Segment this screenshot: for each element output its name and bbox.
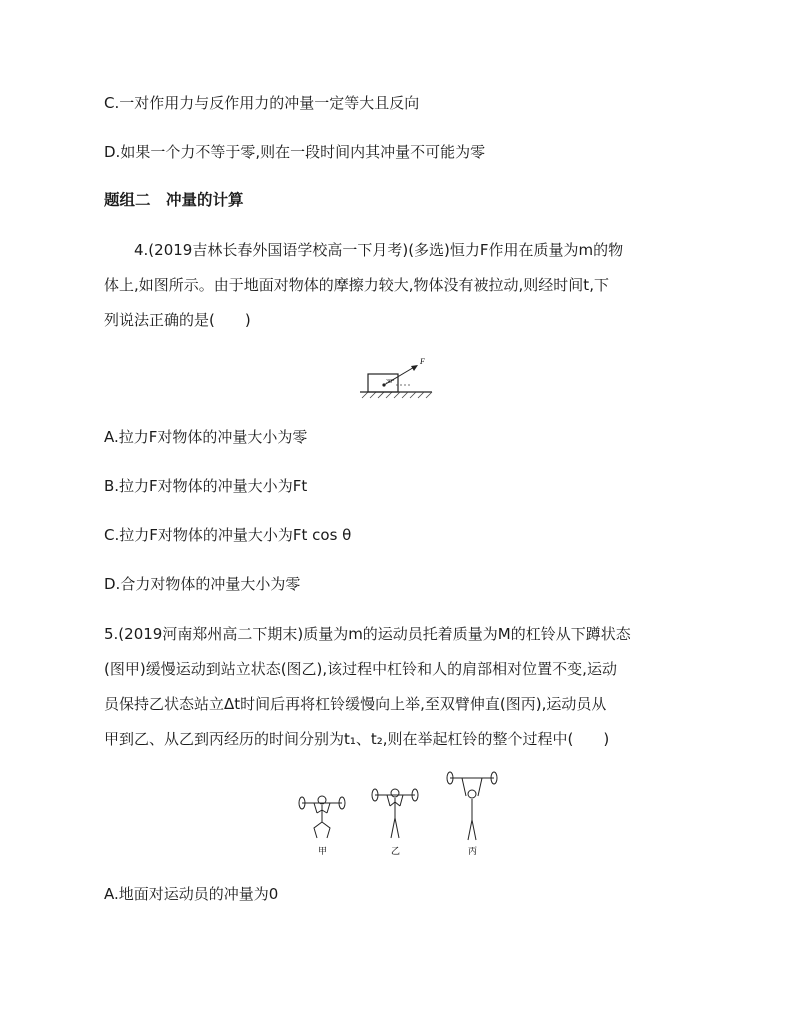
q4-option-c: C.拉力F对物体的冲量大小为Ft cos θ [104, 526, 352, 544]
q4-option-b: B.拉力F对物体的冲量大小为Ft [104, 477, 308, 495]
q4-option-d: D.合力对物体的冲量大小为零 [104, 575, 301, 593]
section-heading: 题组二 冲量的计算 [104, 191, 244, 209]
q4-stem-line-3: 列说法正确的是( ) [104, 311, 251, 329]
lifter-squat [299, 796, 345, 838]
block-force-diagram [356, 352, 436, 402]
weightlifter-diagram [290, 770, 510, 860]
angle-label: 30° [386, 379, 395, 385]
q5-figure [290, 770, 510, 860]
q4-stem-line-1: 4.(2019吉林长春外国语学校高一下月考)(多选)恒力F作用在质量为m的物 [134, 241, 624, 259]
force-label: F [420, 357, 425, 366]
q5-option-a: A.地面对运动员的冲量为0 [104, 885, 279, 903]
q5-stem-line-1: 5.(2019河南郑州高二下期末)质量为m的运动员托着质量为M的杠铃从下蹲状态 [104, 625, 631, 643]
ground-hatching [362, 392, 432, 398]
figure-label-bing: 丙 [468, 847, 478, 857]
figure-label-jia: 甲 [318, 847, 328, 857]
q5-stem-line-3: 员保持乙状态站立Δt时间后再将杠铃缓慢向上举,至双臂伸直(图丙),运动员从 [104, 695, 607, 713]
q4-option-a: A.拉力F对物体的冲量大小为零 [104, 428, 308, 446]
q3-option-d: D.如果一个力不等于零,则在一段时间内其冲量不可能为零 [104, 143, 486, 161]
figure-label-yi: 乙 [391, 847, 401, 857]
q4-stem-line-2: 体上,如图所示。由于地面对物体的摩擦力较大,物体没有被拉动,则经时间t,下 [104, 276, 609, 294]
q4-figure [356, 352, 436, 402]
lifter-standing [372, 789, 418, 838]
q3-option-c: C.一对作用力与反作用力的冲量一定等大且反向 [104, 94, 420, 112]
lifter-overhead [447, 772, 497, 840]
q5-stem-line-2: (图甲)缓慢运动到站立状态(图乙),该过程中杠铃和人的肩部相对位置不变,运动 [104, 660, 617, 678]
q5-stem-line-4: 甲到乙、从乙到丙经历的时间分别为t₁、t₂,则在举起杠铃的整个过程中( ) [104, 730, 610, 748]
